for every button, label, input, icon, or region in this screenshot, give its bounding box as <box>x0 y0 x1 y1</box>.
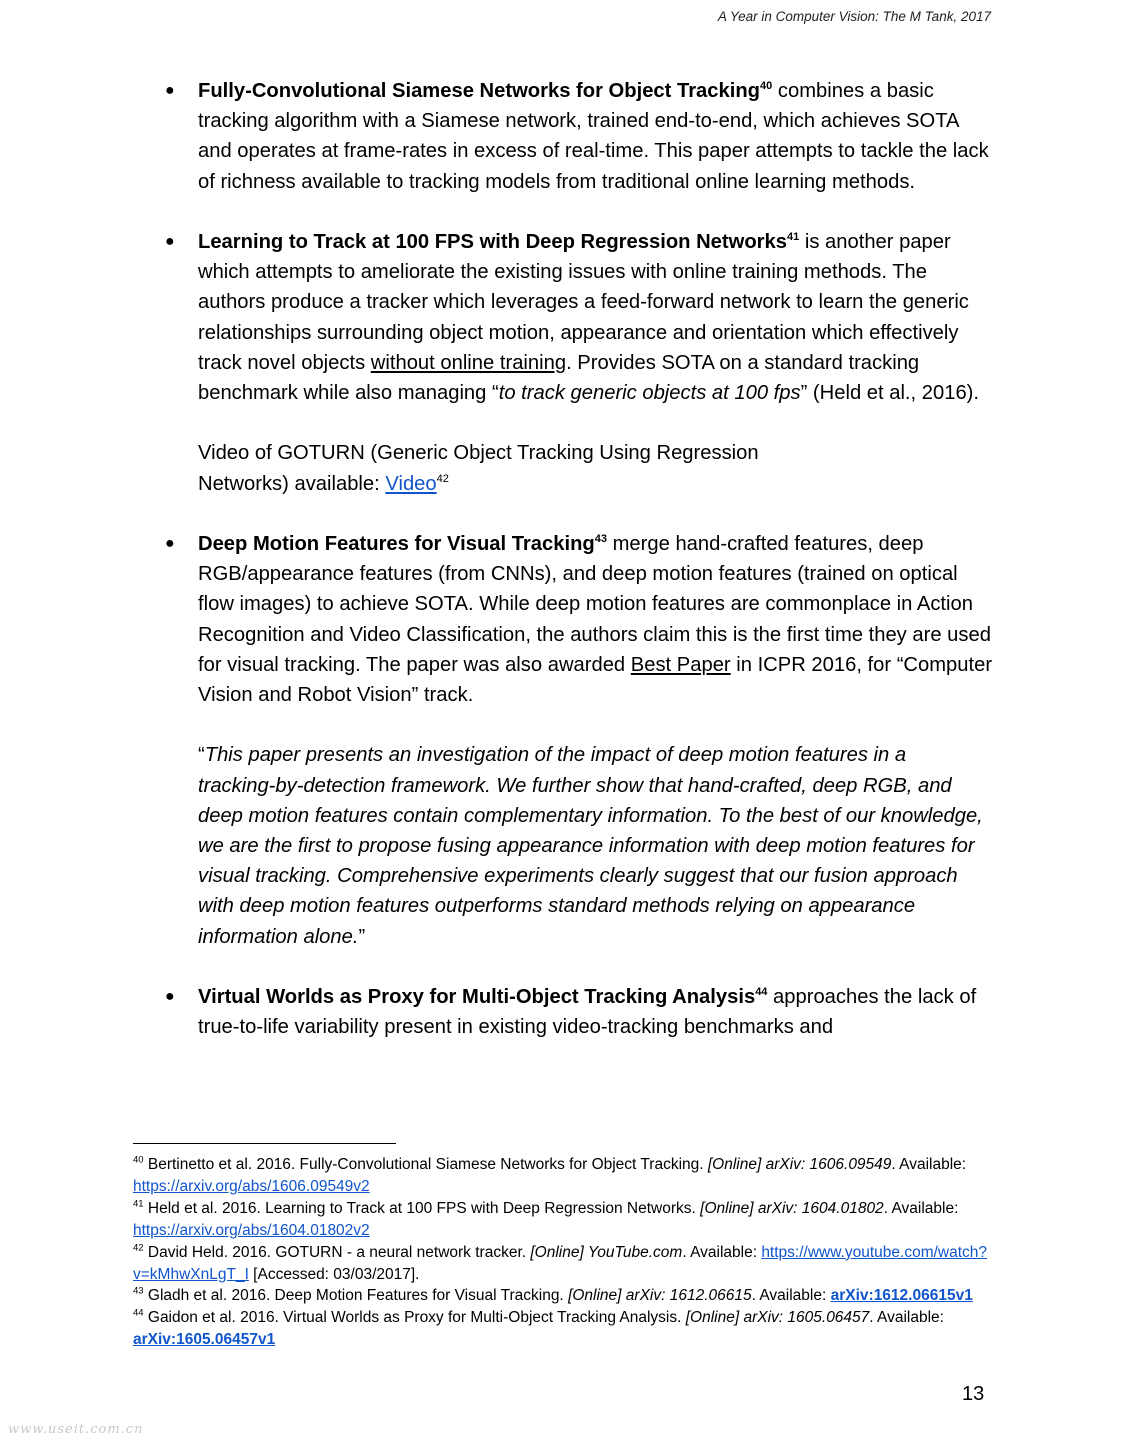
footnote-available: . Available: <box>682 1243 762 1261</box>
footnote-accessed: [Accessed: 03/03/2017]. <box>248 1265 420 1283</box>
main-content <box>133 76 993 1042</box>
paper-description: combines a basic tracking algorithm with a Siamese network, trained end-to-end, which achieves SOTA and operates at frame-rates in excess of real-time. This paper attempts to tackle the lack of richness available to tracking models from traditional online learning methods. <box>198 80 989 193</box>
bullet-item-deep-motion <box>133 529 993 710</box>
bullet-icon: ● <box>165 82 175 99</box>
footnote-available: . Available: <box>891 1156 967 1173</box>
footnote-ref[interactable]: 40 <box>760 79 773 92</box>
footnote-41 <box>133 1198 993 1242</box>
running-header: A Year in Computer Vision: The M Tank, 2017 <box>717 9 991 24</box>
paper-description: is another paper which attempts to ameliorate the existing issues with online training methods. The authors produce a tracker which leverages a feed-forward network to learn the generic relationships surrounding object motion, appearance and orientation which effectively track novel objects <box>198 231 969 374</box>
paper-title: Virtual Worlds as Proxy for Multi-Object Tracking Analysis <box>198 986 756 1009</box>
footnote-ref[interactable]: 44 <box>755 985 768 998</box>
bullet-paragraph <box>198 227 993 408</box>
footnote-44 <box>133 1307 993 1351</box>
footnote-text: Bertinetto et al. 2016. Fully-Convolutional Siamese Networks for Object Tracking. <box>143 1156 708 1173</box>
paper-description-cont: . Provides SOTA on a standard tracking benchmark while also managing “ <box>198 351 920 405</box>
footnote-43 <box>133 1285 993 1307</box>
citation-text: ” (Held et al., 2016). <box>800 382 979 405</box>
footnote-link[interactable]: https://arxiv.org/abs/1606.09549v2 <box>133 1177 370 1195</box>
footnote-ref[interactable]: 42 <box>436 472 449 485</box>
footnote-available: . Available: <box>869 1309 944 1327</box>
footnote-ref[interactable]: 41 <box>786 230 800 243</box>
bullet-paragraph <box>198 982 993 1042</box>
bullet-item-siamese-tracking <box>133 76 993 197</box>
paper-description-cont: in ICPR 2016, for “Computer Vision and Robot Vision” track. <box>198 653 993 707</box>
quote-close: ” <box>358 925 366 948</box>
footnote-link[interactable]: https://arxiv.org/abs/1604.01802v2 <box>133 1221 370 1239</box>
bullet-icon: ● <box>165 988 175 1006</box>
paper-title: Deep Motion Features for Visual Tracking <box>198 533 595 555</box>
footnote-text: Gladh et al. 2016. Deep Motion Features for Visual Tracking. <box>143 1287 569 1305</box>
bullet-item-goturn <box>133 227 993 408</box>
bullet-icon: ● <box>165 233 175 250</box>
footnote-40 <box>133 1154 993 1198</box>
watermark: www.useit.com.cn <box>8 1422 144 1437</box>
footnote-separator <box>133 1143 396 1144</box>
footnote-source: [Online] arXiv: 1604.01802 <box>700 1199 884 1217</box>
underlined-phrase: without online training <box>370 351 567 374</box>
paper-description: merge hand-crafted features, deep RGB/appearance features (from CNNs), and deep motion features (trained on optical flow images) to achieve SOTA. While deep motion features are commonplace in Action Recognition and Video Classification, the authors claim this is the first time they are used for visual tracking. The paper was also awarded <box>198 533 991 676</box>
quote-open: “ <box>198 744 205 767</box>
underlined-phrase: Best Paper <box>630 653 731 676</box>
video-text: Video of GOTURN (Generic Object Tracking Using Regression Networks) available: <box>198 442 759 495</box>
footnote-source: [Online] arXiv: 1612.06615 <box>568 1287 752 1305</box>
bullet-paragraph <box>198 76 993 197</box>
footnote-number: 41 <box>133 1198 144 1210</box>
footnote-text: Held et al. 2016. Learning to Track at 100 FPS with Deep Regression Networks. <box>143 1199 701 1217</box>
italic-quote: to track generic objects at 100 fps <box>498 382 801 405</box>
quote-text: This paper presents an investigation of the impact of deep motion features in a tracking-by-detection framework. We further show that hand-crafted, deep RGB, and deep motion features contain complementary information. To the best of our knowledge, we are the first to propose fusing appearance information with deep motion features for visual tracking. Comprehensive experiments clearly suggest that our fusion approach with deep motion features outperforms standard methods relying on appearance information alone. <box>198 744 983 948</box>
footnote-available: . Available: <box>883 1199 959 1217</box>
bullet-item-virtual-worlds <box>133 982 993 1042</box>
paper-title: Learning to Track at 100 FPS with Deep Regression Networks <box>198 231 787 253</box>
footnote-text: Gaidon et al. 2016. Virtual Worlds as Proxy for Multi-Object Tracking Analysis. <box>143 1309 686 1327</box>
footnote-ref[interactable]: 43 <box>594 532 607 545</box>
footnote-text: David Held. 2016. GOTURN - a neural network tracker. <box>143 1243 531 1261</box>
footnote-number: 40 <box>133 1154 144 1166</box>
footnote-number: 43 <box>133 1285 144 1297</box>
footnote-available: . Available: <box>751 1287 831 1305</box>
footnote-source: [Online] arXiv: 1605.06457 <box>685 1309 870 1327</box>
footnote-number: 44 <box>133 1307 144 1319</box>
footnote-link[interactable]: arXiv:1612.06615v1 <box>830 1287 973 1305</box>
video-paragraph <box>133 438 818 498</box>
video-link[interactable]: Video <box>385 472 437 495</box>
page-number: 13 <box>962 1383 985 1405</box>
footnote-number: 42 <box>133 1241 144 1253</box>
footnotes <box>133 1154 993 1351</box>
footnote-source: [Online] YouTube.com <box>530 1243 683 1261</box>
footnote-link[interactable]: arXiv:1605.06457v1 <box>133 1331 276 1349</box>
footnote-link[interactable]: https://www.youtube.com/watch?v=kMhwXnLgT_I <box>133 1243 988 1283</box>
bullet-icon: ● <box>165 535 175 552</box>
quote-paragraph <box>133 740 993 951</box>
footnote-source: [Online] arXiv: 1606.09549 <box>707 1156 892 1173</box>
footnote-42 <box>133 1242 993 1286</box>
paper-description: approaches the lack of true-to-life variability present in existing video-tracking benchmarks and <box>198 986 977 1039</box>
paper-title: Fully-Convolutional Siamese Networks for Object Tracking <box>198 80 761 102</box>
bullet-paragraph <box>198 529 993 710</box>
